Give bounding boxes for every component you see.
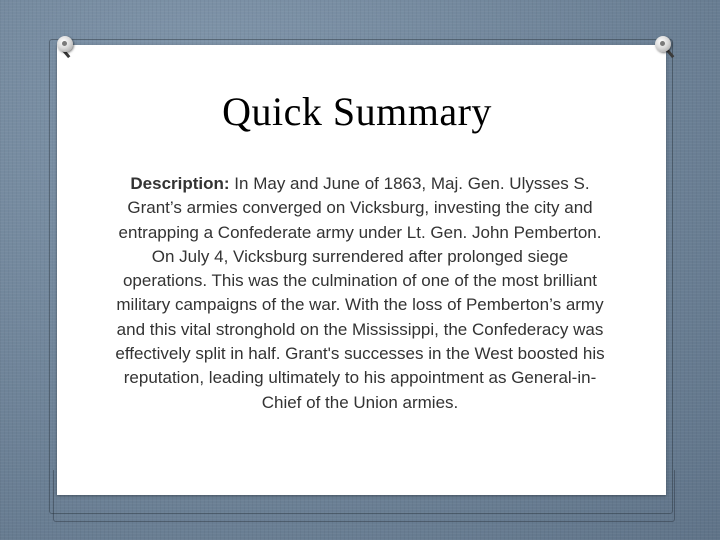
pushpin-icon bbox=[655, 36, 671, 52]
description-text: In May and June of 1863, Maj. Gen. Ulysses S. Grant’s armies converged on Vicksburg, investing the city and entrapping a Confederate army under Lt. Gen. John Pemberton. On July 4, Vicksburg surrendered after prolonged siege operations. This was the culmination of one of the most brilliant military campaigns of the war. With the loss of Pemberton’s army and this vital stronghold on the Mississippi, the Confederacy was effectively split in half. Grant's successes in the West boosted his reputation, leading ultimately to his appointment as General-in-Chief of the Union armies. bbox=[115, 174, 605, 412]
description-label: Description: bbox=[130, 174, 230, 193]
slide-title-text: Quick Summary bbox=[222, 89, 492, 134]
description-paragraph bbox=[112, 172, 608, 415]
pushpin-icon bbox=[57, 36, 73, 52]
slide-title bbox=[0, 88, 720, 135]
